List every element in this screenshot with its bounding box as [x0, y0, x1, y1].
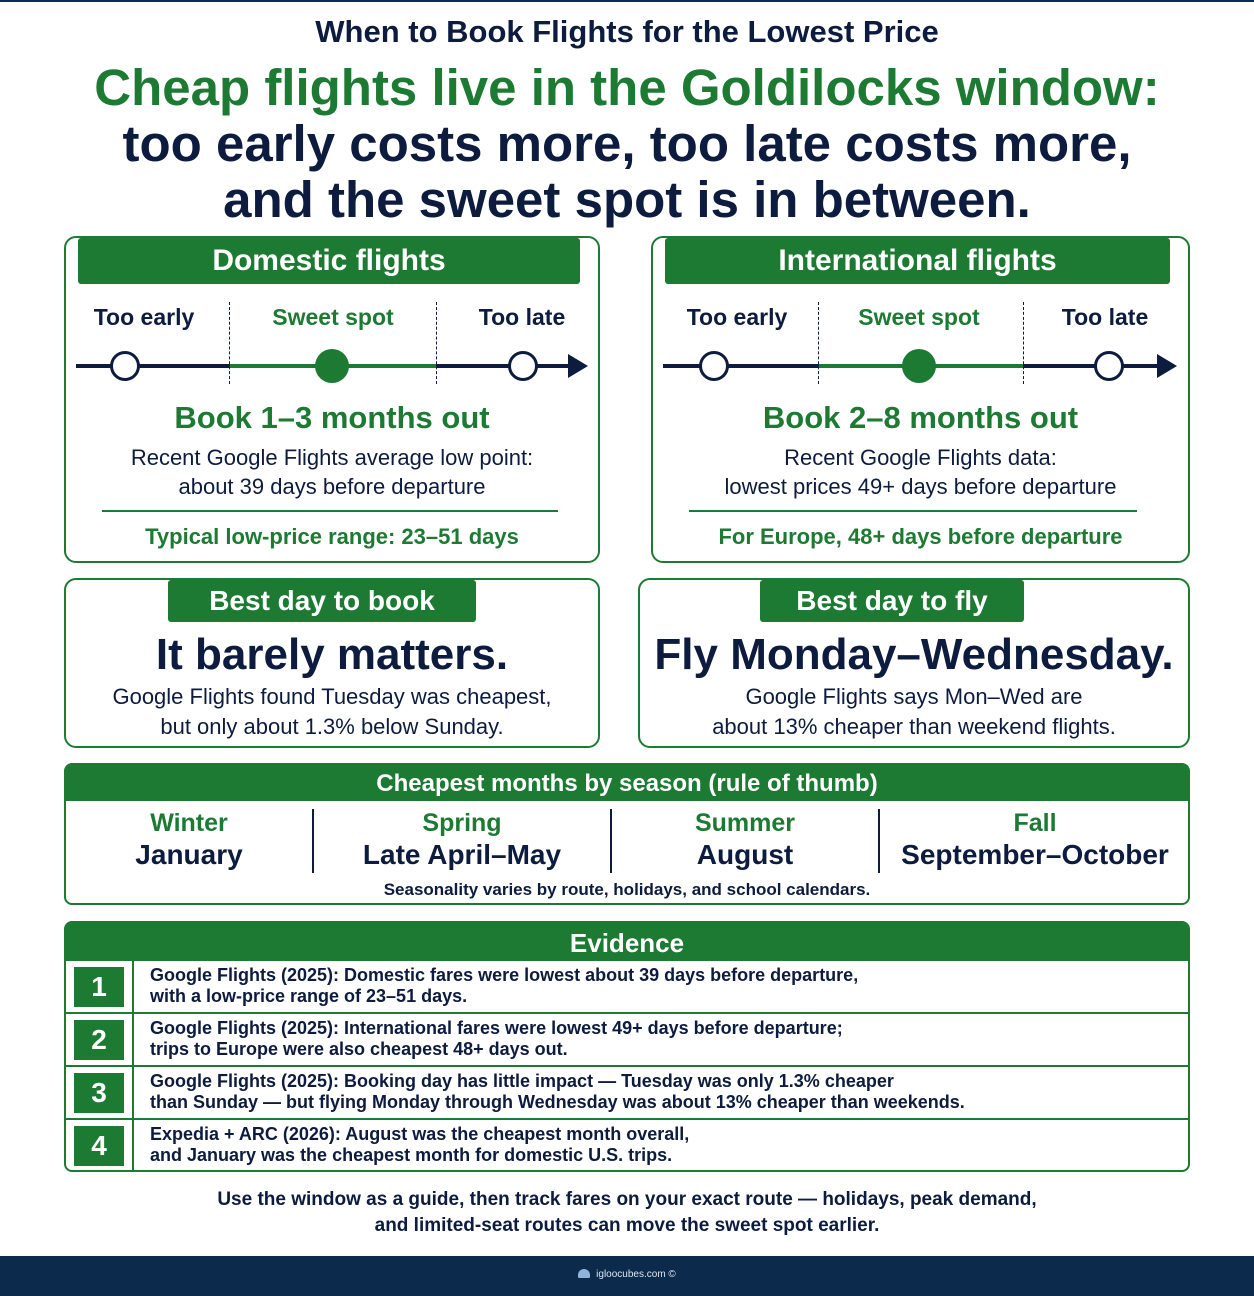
season-month: January — [135, 839, 243, 870]
evidence-row — [66, 1012, 1188, 1065]
zone-too-late: Too late — [1061, 304, 1149, 330]
season-month: Late April–May — [362, 839, 562, 870]
best-day-book-note-line-1: Google Flights found Tuesday was cheapest, — [112, 684, 552, 709]
row-divider — [132, 961, 134, 1014]
best-day-fly-banner: Best day to fly — [760, 580, 1024, 622]
seasons-banner: Cheapest months by season (rule of thumb) — [66, 765, 1188, 801]
evidence-text — [150, 1124, 689, 1166]
timeline-early-segment — [663, 364, 819, 368]
season-month: September–October — [901, 839, 1169, 870]
best-day-fly-note-line-1: Google Flights says Mon–Wed are — [745, 684, 1083, 709]
row-divider — [132, 1014, 134, 1065]
domestic-note-line-1: Recent Google Flights average low point: — [130, 445, 534, 470]
evidence-number-badge: 2 — [74, 1020, 124, 1060]
late-marker-icon — [1094, 351, 1124, 381]
evidence-row — [66, 1065, 1188, 1118]
zone-sweet-spot: Sweet spot — [858, 304, 980, 330]
international-book-window: Book 2–8 months out — [762, 400, 1079, 435]
headline-line-3: and the sweet spot is in between. — [223, 171, 1031, 228]
bottom-bar — [0, 1256, 1254, 1296]
divider — [689, 510, 1137, 512]
footer-note-line-1: Use the window as a guide, then track fares on your exact route — holidays, peak demand, — [217, 1189, 1037, 1210]
best-day-book-banner: Best day to book — [168, 580, 476, 622]
season-winter — [66, 807, 312, 871]
international-banner: International flights — [665, 238, 1170, 284]
season-fall — [880, 807, 1190, 871]
headline-line-1: Cheap flights live in the Goldilocks window: — [94, 59, 1160, 116]
divider — [102, 510, 558, 512]
evidence-line-2: than Sunday — but flying Monday through Wednesday was about 13% cheaper than weekends. — [150, 1092, 965, 1112]
evidence-line-1: Google Flights (2025): Booking day has little impact — Tuesday was only 1.3% cheaper — [150, 1071, 894, 1091]
footer-note-line-2: and limited-seat routes can move the sweet spot earlier. — [374, 1215, 880, 1236]
best-day-fly-headline: Fly Monday–Wednesday. — [654, 630, 1174, 679]
evidence-number-badge: 1 — [74, 967, 124, 1007]
best-day-book-note — [66, 682, 598, 742]
season-month: August — [696, 839, 794, 870]
international-card — [651, 236, 1190, 563]
zone-divider — [229, 302, 230, 384]
seasons-note: Seasonality varies by route, holidays, and school calendars. — [383, 880, 871, 899]
credit — [0, 1269, 1254, 1280]
timeline-arrow-icon — [568, 354, 588, 378]
timeline-arrow-icon — [1157, 354, 1177, 378]
evidence-row — [66, 1118, 1188, 1171]
evidence-line-2: with a low-price range of 23–51 days. — [150, 986, 468, 1006]
evidence-text — [150, 1071, 965, 1113]
page-title: When to Book Flights for the Lowest Price — [315, 14, 939, 49]
evidence-line-1: Google Flights (2025): International fares were lowest 49+ days before departure; — [150, 1018, 843, 1038]
seasons-card — [64, 763, 1190, 905]
sweet-spot-marker-icon — [902, 349, 936, 383]
zone-divider — [818, 302, 819, 384]
domestic-range: Typical low-price range: 23–51 days — [145, 524, 519, 549]
best-day-fly-note — [640, 682, 1188, 742]
early-marker-icon — [699, 351, 729, 381]
best-day-book-note-line-2: but only about 1.3% below Sunday. — [160, 714, 504, 739]
zone-divider — [436, 302, 437, 384]
season-name: Fall — [1013, 809, 1057, 837]
domestic-card — [64, 236, 600, 563]
domestic-book-window: Book 1–3 months out — [174, 400, 490, 435]
domestic-note-line-2: about 39 days before departure — [178, 474, 486, 499]
season-name: Summer — [694, 809, 796, 837]
evidence-line-1: Expedia + ARC (2026): August was the cheapest month overall, — [150, 1124, 690, 1144]
season-name: Winter — [150, 809, 228, 837]
igloo-icon — [578, 1269, 590, 1278]
evidence-text — [150, 965, 858, 1007]
timeline-late-segment — [436, 364, 572, 368]
evidence-number-badge: 3 — [74, 1073, 124, 1113]
evidence-line-2: trips to Europe were also cheapest 48+ days out. — [150, 1039, 568, 1059]
evidence-row — [66, 961, 1188, 1014]
zone-too-late: Too late — [478, 304, 566, 330]
credit-text: igloocubes.com © — [596, 1269, 676, 1280]
top-rule — [0, 0, 1254, 2]
evidence-line-1: Google Flights (2025): Domestic fares were lowest about 39 days before departure, — [150, 965, 859, 985]
row-divider — [132, 1067, 134, 1118]
best-day-fly-note-line-2: about 13% cheaper than weekend flights. — [712, 714, 1116, 739]
evidence-card — [64, 921, 1190, 1172]
best-day-fly-card — [638, 578, 1190, 748]
timeline-late-segment — [1023, 364, 1161, 368]
season-summer — [612, 807, 878, 871]
evidence-text — [150, 1018, 843, 1060]
evidence-line-2: and January was the cheapest month for domestic U.S. trips. — [150, 1145, 673, 1165]
international-range: For Europe, 48+ days before departure — [718, 524, 1123, 549]
evidence-number-badge: 4 — [74, 1126, 124, 1166]
timeline-early-segment — [76, 364, 230, 368]
row-divider — [132, 1120, 134, 1171]
footer-note — [0, 1187, 1254, 1239]
best-day-book-headline: It barely matters. — [155, 630, 509, 679]
season-spring — [314, 807, 610, 871]
best-day-book-card — [64, 578, 600, 748]
late-marker-icon — [508, 351, 538, 381]
zone-too-early: Too early — [93, 304, 195, 330]
early-marker-icon — [110, 351, 140, 381]
domestic-note — [66, 443, 598, 501]
headline — [0, 60, 1254, 228]
season-name: Spring — [422, 809, 502, 837]
zone-sweet-spot: Sweet spot — [272, 304, 394, 330]
evidence-banner: Evidence — [66, 923, 1188, 961]
international-note-line-1: Recent Google Flights data: — [784, 445, 1057, 470]
zone-too-early: Too early — [686, 304, 788, 330]
zone-divider — [1023, 302, 1024, 384]
sweet-spot-marker-icon — [315, 349, 349, 383]
headline-line-2: too early costs more, too late costs more, — [122, 115, 1132, 172]
international-note — [653, 443, 1188, 501]
domestic-banner: Domestic flights — [78, 238, 580, 284]
international-note-line-2: lowest prices 49+ days before departure — [724, 474, 1117, 499]
